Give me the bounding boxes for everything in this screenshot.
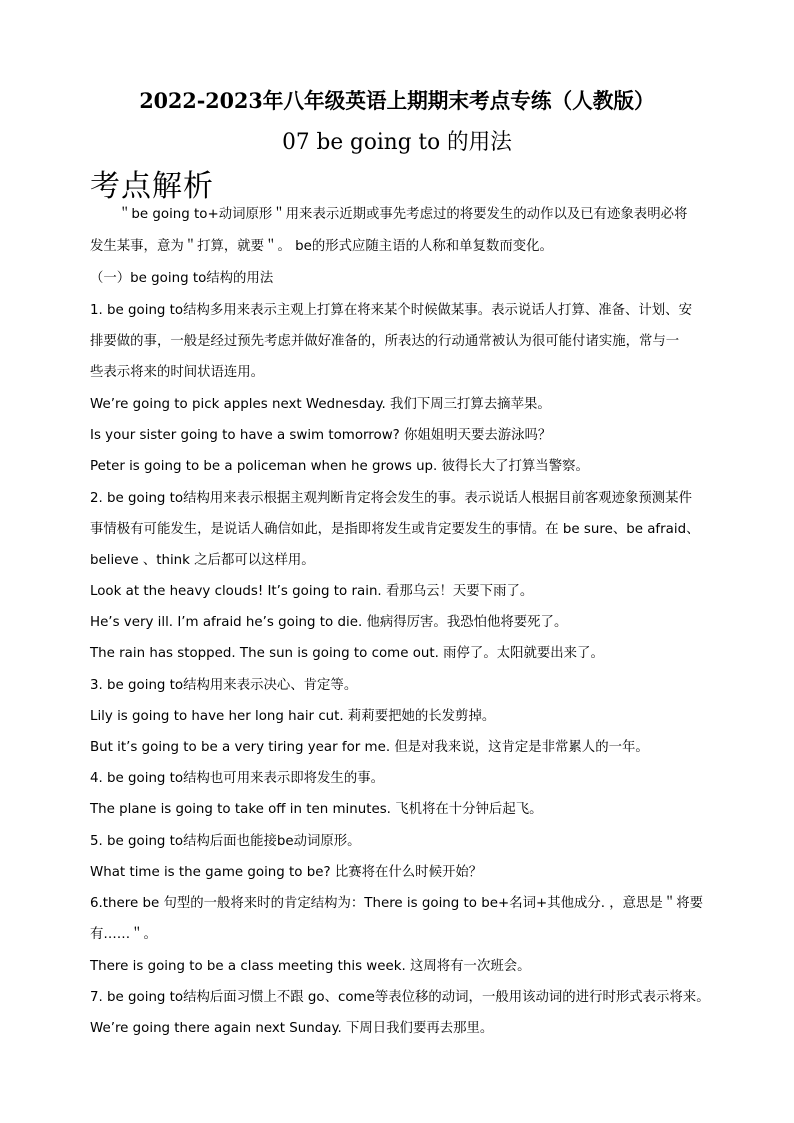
paragraph-line: 3. be going to结构用来表示决心、肯定等。 (90, 678, 358, 693)
example-sentence: Is your sister going to have a swim tomorrow? 你姐姐明天要去游泳吗？ (90, 428, 552, 443)
paragraph-line: ＂be going to+动词原形＂用来表示近期或事先考虑过的将要发生的动作以及已有迹象表明必将 (118, 207, 688, 222)
example-sentence: The rain has stopped. The sun is going to come out. 雨停了。太阳就要出来了。 (90, 646, 604, 661)
subsection-heading: （一）be going to结构的用法 (90, 271, 274, 286)
example-sentence: Peter is going to be a policeman when he grows up. 彼得长大了打算当警察。 (90, 459, 589, 474)
example-sentence: We’re going there again next Sunday. 下周日我们要再去那里。 (90, 1021, 494, 1036)
example-sentence: There is going to be a class meeting this week. 这周将有一次班会。 (90, 959, 531, 974)
paragraph-line: 6.there be 句型的一般将来时的肯定结构为：There is going to be+名词+其他成分. ，意思是＂将要 (90, 896, 703, 911)
example-sentence: Lily is going to have her long hair cut. 莉莉要把她的长发剪掉。 (90, 709, 496, 724)
example-sentence: He’s very ill. I’m afraid he’s going to die. 他病得厉害。我恐怕他将要死了。 (90, 615, 568, 630)
paragraph-line: 事情极有可能发生，是说话人确信如此，是指即将发生或肯定要发生的事情。在 be sure、be afraid、 (90, 522, 700, 537)
paragraph-line: 7. be going to结构后面习惯上不跟 go、come等表位移的动词，一般用该动词的进行时形式表示将来。 (90, 990, 710, 1005)
paragraph-line: 些表示将来的时间状语连用。 (90, 365, 265, 380)
paragraph-line: 有……＂。 (90, 927, 157, 942)
example-sentence: Look at the heavy clouds! It’s going to rain. 看那乌云！天要下雨了。 (90, 584, 534, 599)
paragraph-line: believe 、think 之后都可以这样用。 (90, 553, 315, 568)
paragraph-line: 2. be going to结构用来表示根据主观判断肯定将会发生的事。表示说话人根据目前客观迹象预测某件 (90, 491, 692, 506)
example-sentence: We’re going to pick apples next Wednesday. 我们下周三打算去摘苹果。 (90, 397, 551, 412)
example-sentence: But it’s going to be a very tiring year for me. 但是对我来说，这肯定是非常累人的一年。 (90, 740, 649, 755)
paragraph-line: 排要做的事，一般是经过预先考虑并做好准备的，所表达的行动通常被认为很可能付诸实施，常与一 (90, 334, 680, 349)
section-heading: 考点解析 (90, 169, 214, 204)
example-sentence: What time is the game going to be? 比赛将在什么时候开始？ (90, 865, 483, 880)
paragraph-line: 5. be going to结构后面也能接be动词原形。 (90, 834, 361, 849)
paragraph-line: 1. be going to结构多用来表示主观上打算在将来某个时候做某事。表示说话人打算、准备、计划、安 (90, 303, 692, 318)
example-sentence: The plane is going to take off in ten minutes. 飞机将在十分钟后起飞。 (90, 802, 543, 817)
paragraph-line: 4. be going to结构也可用来表示即将发生的事。 (90, 771, 384, 786)
paragraph-line: 发生某事，意为＂打算，就要＂。 be的形式应随主语的人称和单复数而变化。 (90, 239, 553, 254)
document-title: 2022-2023年八年级英语上期期末考点专练（人教版） (139, 88, 655, 113)
document-subtitle: 07 be going to 的用法 (282, 130, 512, 155)
